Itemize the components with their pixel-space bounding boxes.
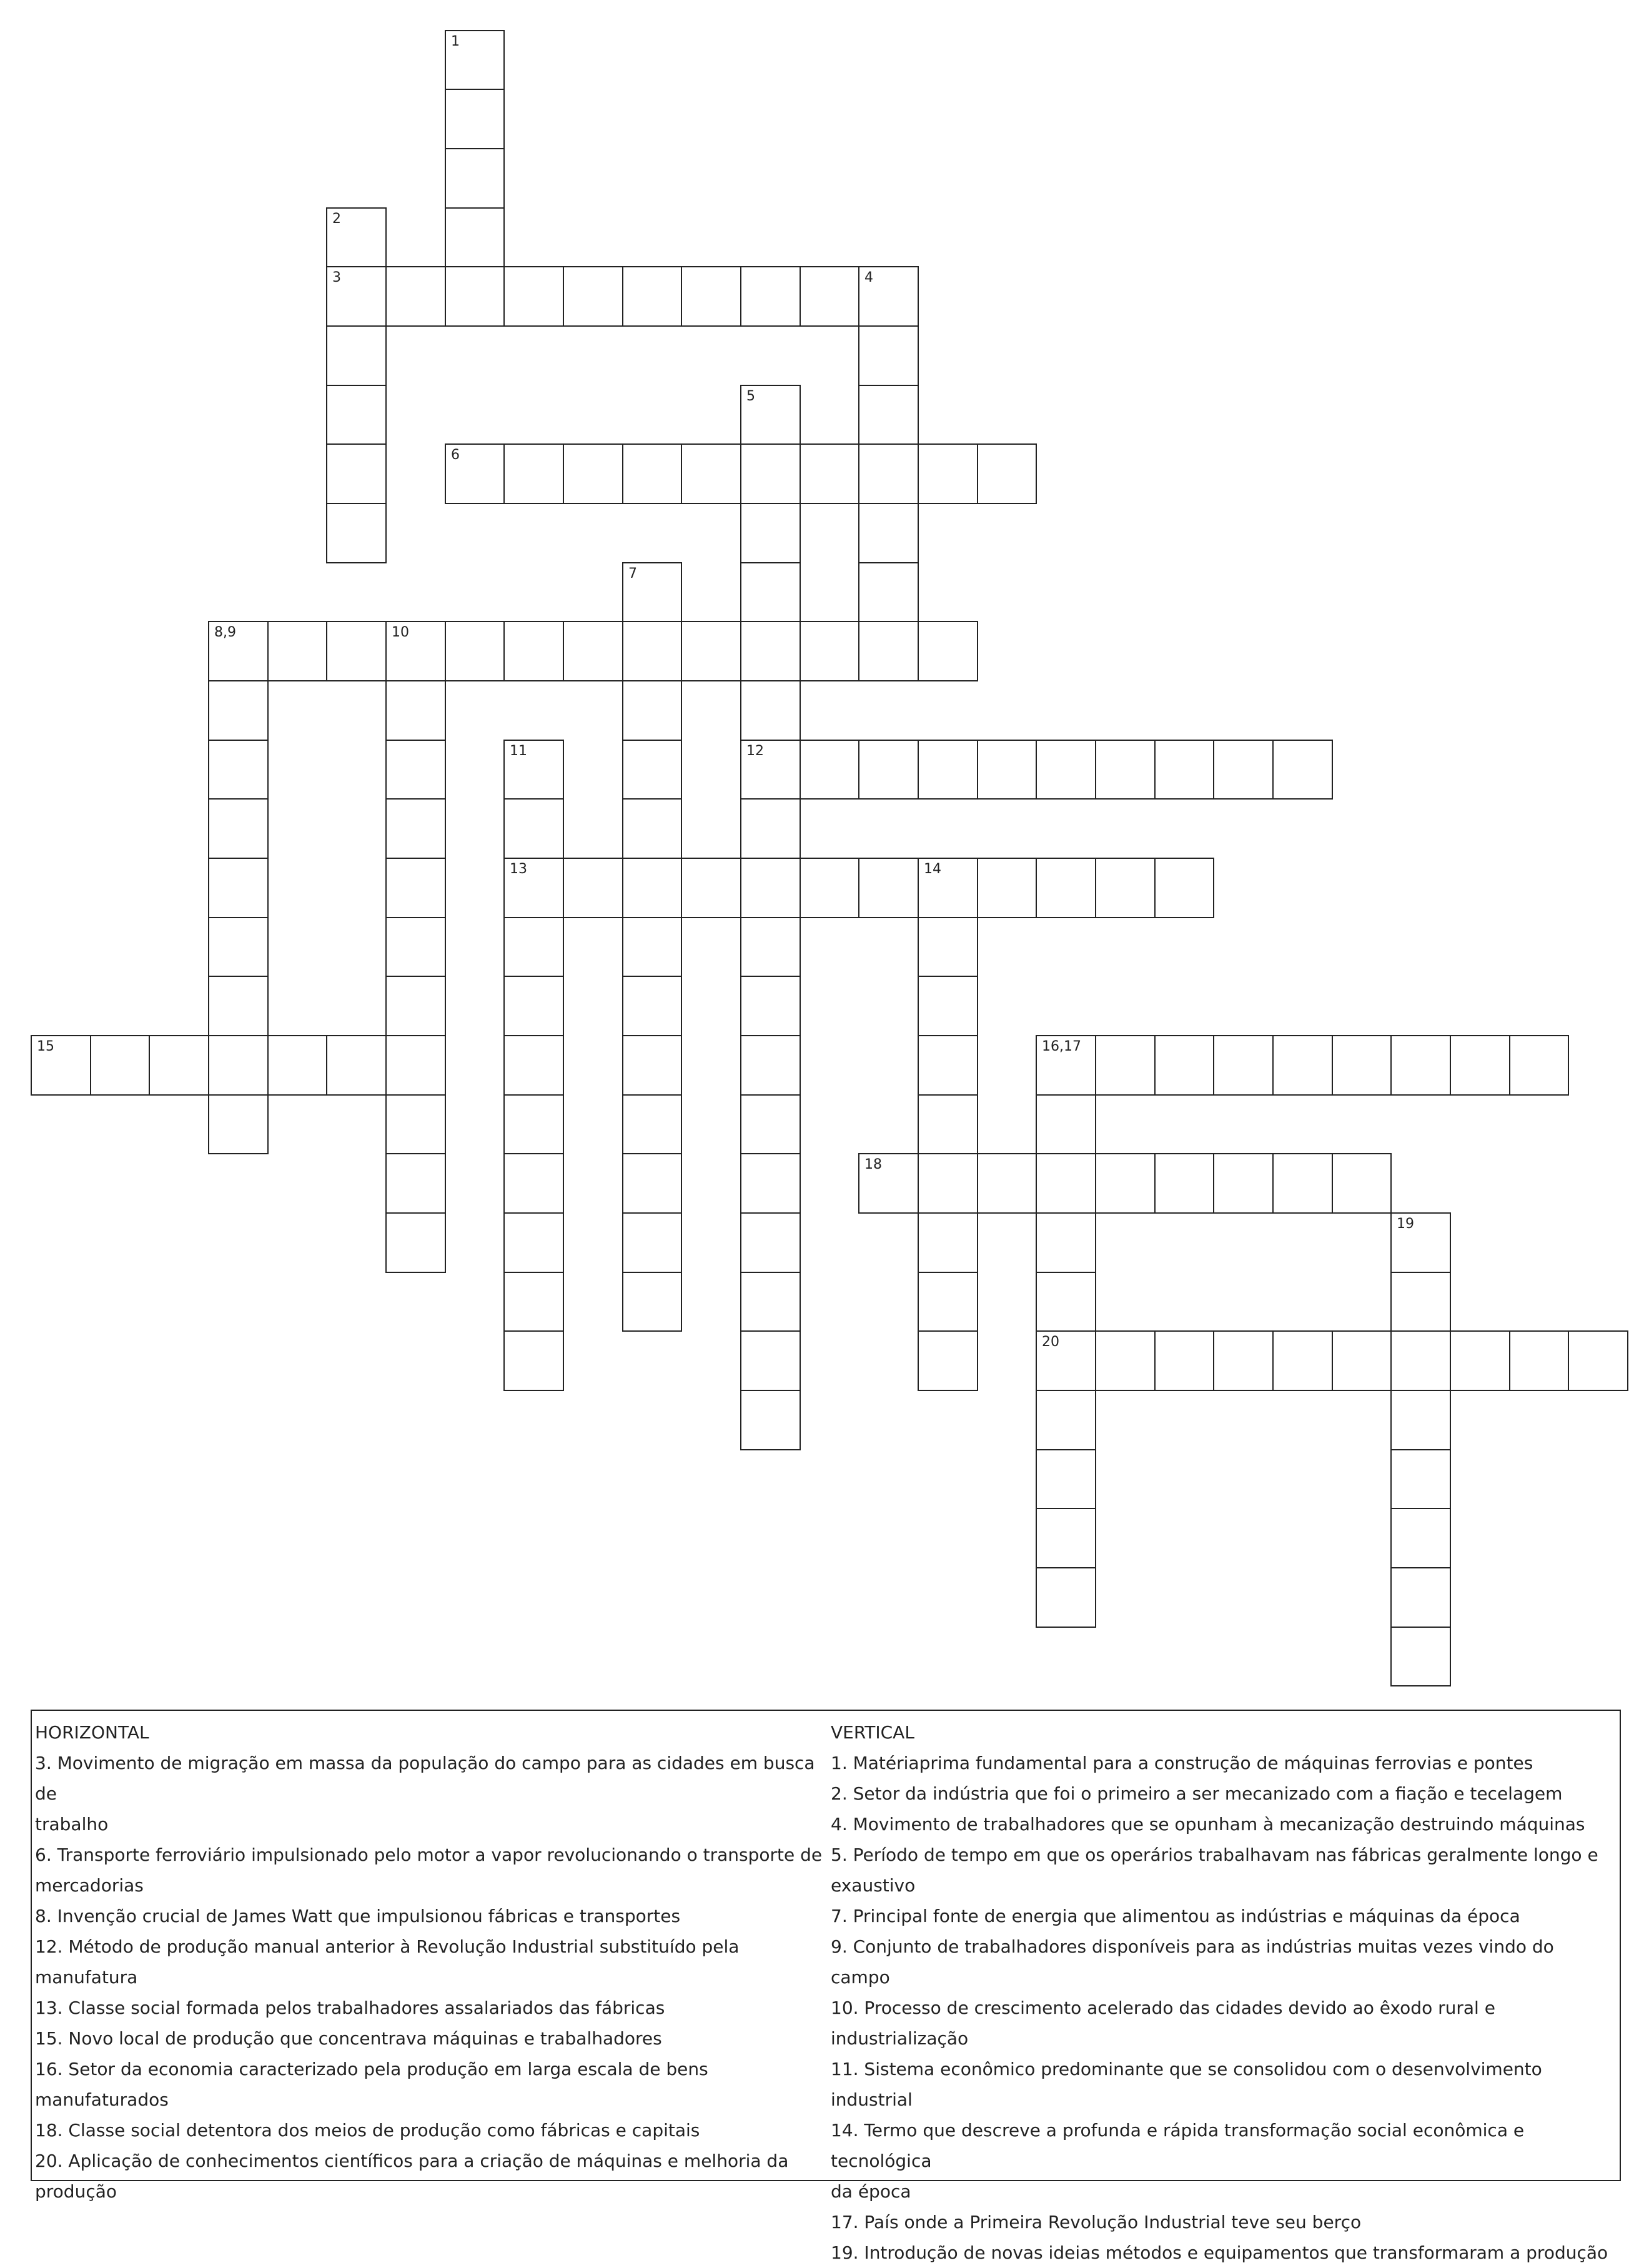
grid-cell[interactable] [208, 680, 269, 741]
grid-cell[interactable] [1036, 1330, 1096, 1391]
grid-cell[interactable] [1390, 1212, 1451, 1273]
grid-cell[interactable] [622, 917, 682, 977]
grid-cell[interactable] [1036, 740, 1096, 800]
grid-cell[interactable] [622, 680, 682, 741]
grid-cell[interactable] [445, 207, 505, 267]
grid-cell[interactable] [977, 1153, 1037, 1214]
grid-cell[interactable] [977, 740, 1037, 800]
clue-line: 18. Classe social detentora dos meios de produção como fábricas e capitais [35, 2120, 700, 2141]
grid-cell[interactable] [445, 148, 505, 209]
clue-line: 17. País onde a Primeira Revolução Industrial teve seu berço [831, 2212, 1362, 2232]
clue-line: 10. Processo de crescimento acelerado das cidades devido ao êxodo rural e industrialização [831, 1998, 1495, 2049]
clue-line: 12. Método de produção manual anterior à Revolução Industrial substituído pela manufatura [35, 1936, 740, 1988]
clue-line: 2. Setor da indústria que foi o primeiro a ser mecanizado com a fiação e tecelagem [831, 1783, 1563, 1804]
grid-cell[interactable] [740, 1094, 801, 1154]
grid-cell[interactable] [622, 443, 682, 504]
clue-number: 2 [332, 211, 341, 227]
clue-line: 8. Invenção crucial de James Watt que impulsionou fábricas e transportes [35, 1906, 681, 1926]
grid-cell[interactable] [326, 503, 387, 563]
grid-cell[interactable] [858, 503, 919, 563]
clue-line: 7. Principal fonte de energia que alimentou as indústrias e máquinas da época [831, 1906, 1520, 1926]
grid-cell[interactable] [1272, 1035, 1333, 1096]
grid-cell[interactable] [622, 976, 682, 1036]
grid-cell[interactable] [740, 443, 801, 504]
grid-cell[interactable] [740, 1390, 801, 1450]
grid-cell[interactable] [385, 1153, 446, 1214]
vertical-clues [831, 1717, 1618, 2268]
grid-cell[interactable] [918, 740, 978, 800]
grid-cell[interactable] [208, 740, 269, 800]
grid-cell[interactable] [385, 621, 446, 681]
clue-line: 3. Movimento de migração em massa da população do campo para as cidades em busca de [35, 1753, 815, 1804]
grid-cell[interactable] [1213, 1035, 1274, 1096]
grid-cell[interactable] [858, 385, 919, 445]
grid-cell[interactable] [800, 740, 859, 800]
vertical-title: VERTICAL [831, 1722, 914, 1743]
grid-cell[interactable] [622, 858, 682, 918]
grid-cell[interactable] [563, 621, 623, 681]
grid-cell[interactable] [740, 385, 801, 445]
grid-cell[interactable] [385, 917, 446, 977]
grid-cell[interactable] [918, 1272, 978, 1332]
grid-cell[interactable] [1213, 1330, 1274, 1391]
grid-cell[interactable] [1095, 1035, 1156, 1096]
grid-cell[interactable] [1154, 858, 1214, 918]
grid-cell[interactable] [622, 621, 682, 681]
clue-number: 20 [1042, 1334, 1059, 1350]
grid-cell[interactable] [1390, 1330, 1451, 1391]
grid-cell[interactable] [503, 443, 564, 504]
grid-cell[interactable] [90, 1035, 150, 1096]
clue-line: da época [831, 2181, 911, 2202]
grid-cell[interactable] [977, 858, 1037, 918]
grid-cell[interactable] [1509, 1035, 1569, 1096]
clue-number: 19 [1397, 1216, 1414, 1232]
grid-cell[interactable] [503, 1094, 564, 1154]
grid-cell[interactable] [1390, 1449, 1451, 1509]
grid-cell[interactable] [31, 1035, 91, 1096]
clue-line: mercadorias [35, 1875, 144, 1896]
grid-cell[interactable] [681, 621, 741, 681]
grid-cell[interactable] [503, 1035, 564, 1096]
grid-cell[interactable] [740, 1153, 801, 1214]
grid-cell[interactable] [1213, 740, 1274, 800]
grid-cell[interactable] [800, 266, 859, 327]
clue-number: 5 [746, 389, 755, 404]
grid-cell[interactable] [385, 1035, 446, 1096]
grid-cell[interactable] [681, 858, 741, 918]
clue-number: 3 [332, 270, 341, 285]
grid-cell[interactable] [740, 503, 801, 563]
grid-cell[interactable] [1332, 1035, 1392, 1096]
clue-line: 16. Setor da economia caracterizado pela produção em larga escala de bens manufaturados [35, 2059, 708, 2110]
grid-cell[interactable] [740, 621, 801, 681]
grid-cell[interactable] [1154, 1035, 1214, 1096]
grid-cell[interactable] [918, 1035, 978, 1096]
clue-number: 18 [864, 1157, 882, 1172]
grid-cell[interactable] [622, 562, 682, 622]
grid-cell[interactable] [326, 325, 387, 386]
grid-cell[interactable] [445, 89, 505, 149]
clue-line: 15. Novo local de produção que concentrava máquinas e trabalhadores [35, 2028, 662, 2049]
clue-line: 1. Matériaprima fundamental para a construção de máquinas ferrovias e pontes [831, 1753, 1533, 1773]
grid-cell[interactable] [740, 976, 801, 1036]
grid-cell[interactable] [1154, 1330, 1214, 1391]
grid-cell[interactable] [503, 266, 564, 327]
horizontal-title: HORIZONTAL [35, 1722, 149, 1743]
grid-cell[interactable] [208, 858, 269, 918]
grid-cell[interactable] [1036, 1567, 1096, 1628]
grid-cell[interactable] [858, 266, 919, 327]
clue-line: 19. Introdução de novas ideias métodos e equipamentos que transformaram a produção [831, 2242, 1608, 2263]
grid-cell[interactable] [622, 1094, 682, 1154]
grid-cell[interactable] [1036, 858, 1096, 918]
grid-cell[interactable] [858, 325, 919, 386]
grid-cell[interactable] [208, 917, 269, 977]
clue-number: 13 [510, 861, 527, 877]
grid-cell[interactable] [1390, 1508, 1451, 1568]
grid-cell[interactable] [740, 1212, 801, 1273]
grid-cell[interactable] [1390, 1035, 1451, 1096]
grid-cell[interactable] [918, 858, 978, 918]
grid-cell[interactable] [740, 1272, 801, 1332]
grid-cell[interactable] [1036, 1094, 1096, 1154]
grid-cell[interactable] [208, 1094, 269, 1154]
grid-cell[interactable] [1036, 1212, 1096, 1273]
grid-cell[interactable] [740, 798, 801, 859]
grid-cell[interactable] [326, 385, 387, 445]
grid-cell[interactable] [208, 1035, 269, 1096]
grid-cell[interactable] [563, 858, 623, 918]
grid-cell[interactable] [1332, 1330, 1392, 1391]
grid-cell[interactable] [858, 1153, 919, 1214]
grid-cell[interactable] [622, 740, 682, 800]
grid-cell[interactable] [1272, 1330, 1333, 1391]
grid-cell[interactable] [918, 917, 978, 977]
grid-cell[interactable] [503, 1212, 564, 1273]
grid-cell[interactable] [1036, 1508, 1096, 1568]
clue-number: 11 [510, 743, 527, 759]
grid-cell[interactable] [918, 1153, 978, 1214]
grid-cell[interactable] [563, 266, 623, 327]
grid-cell[interactable] [740, 562, 801, 622]
grid-cell[interactable] [445, 443, 505, 504]
grid-cell[interactable] [267, 1035, 327, 1096]
grid-cell[interactable] [503, 858, 564, 918]
clue-number: 15 [37, 1039, 54, 1054]
clue-line: 11. Sistema econômico predominante que se consolidou com o desenvolvimento industrial [831, 2059, 1542, 2110]
grid-cell[interactable] [1390, 1627, 1451, 1686]
grid-cell[interactable] [385, 1094, 446, 1154]
grid-cell[interactable] [326, 266, 387, 327]
grid-cell[interactable] [563, 443, 623, 504]
grid-cell[interactable] [622, 266, 682, 327]
grid-cell[interactable] [385, 1212, 446, 1273]
grid-cell[interactable] [385, 858, 446, 918]
grid-cell[interactable] [1036, 1390, 1096, 1450]
grid-cell[interactable] [326, 621, 387, 681]
clue-number: 16,17 [1042, 1039, 1081, 1054]
clue-number: 7 [628, 566, 637, 582]
grid-cell[interactable] [445, 30, 505, 90]
grid-cell[interactable] [1272, 740, 1333, 800]
grid-cell[interactable] [681, 266, 741, 327]
grid-cell[interactable] [1568, 1330, 1628, 1391]
grid-cell[interactable] [149, 1035, 209, 1096]
grid-cell[interactable] [1213, 1153, 1274, 1214]
clue-number: 12 [746, 743, 764, 759]
grid-cell[interactable] [503, 621, 564, 681]
grid-cell[interactable] [1390, 1567, 1451, 1628]
grid-cell[interactable] [1036, 1272, 1096, 1332]
grid-cell[interactable] [740, 1330, 801, 1391]
grid-cell[interactable] [977, 443, 1037, 504]
grid-cell[interactable] [503, 740, 564, 800]
grid-cell[interactable] [1095, 1153, 1156, 1214]
horizontal-clues [35, 1717, 828, 2207]
grid-cell[interactable] [1272, 1153, 1333, 1214]
grid-cell[interactable] [503, 798, 564, 859]
clue-line: exaustivo [831, 1875, 916, 1896]
clue-line: 4. Movimento de trabalhadores que se opunham à mecanização destruindo máquinas [831, 1814, 1585, 1835]
grid-cell[interactable] [858, 562, 919, 622]
grid-cell[interactable] [1154, 1153, 1214, 1214]
grid-cell[interactable] [503, 917, 564, 977]
grid-cell[interactable] [503, 1153, 564, 1214]
grid-cell[interactable] [740, 680, 801, 741]
grid-cell[interactable] [445, 621, 505, 681]
grid-cell[interactable] [858, 740, 919, 800]
grid-cell[interactable] [1390, 1272, 1451, 1332]
grid-cell[interactable] [1390, 1390, 1451, 1450]
clue-line: 13. Classe social formada pelos trabalhadores assalariados das fábricas [35, 1998, 665, 2018]
clue-line: 14. Termo que descreve a profunda e rápida transformação social econômica e tecnológica [831, 2120, 1525, 2171]
clue-number: 8,9 [214, 625, 236, 640]
grid-cell[interactable] [445, 266, 505, 327]
grid-cell[interactable] [858, 621, 919, 681]
grid-cell[interactable] [1332, 1153, 1392, 1214]
grid-cell[interactable] [385, 798, 446, 859]
grid-cell[interactable] [918, 1094, 978, 1154]
grid-cell[interactable] [622, 798, 682, 859]
grid-cell[interactable] [800, 443, 859, 504]
grid-cell[interactable] [385, 740, 446, 800]
grid-cell[interactable] [1509, 1330, 1569, 1391]
grid-cell[interactable] [267, 621, 327, 681]
grid-cell[interactable] [918, 1212, 978, 1273]
grid-cell[interactable] [622, 1153, 682, 1214]
grid-cell[interactable] [800, 621, 859, 681]
grid-cell[interactable] [1095, 740, 1156, 800]
grid-cell[interactable] [1450, 1330, 1510, 1391]
grid-cell[interactable] [918, 1330, 978, 1391]
grid-cell[interactable] [622, 1212, 682, 1273]
clue-number: 1 [451, 34, 460, 49]
grid-cell[interactable] [385, 976, 446, 1036]
grid-cell[interactable] [326, 443, 387, 504]
grid-cell[interactable] [326, 1035, 387, 1096]
clue-line: produção [35, 2181, 117, 2202]
grid-cell[interactable] [1095, 858, 1156, 918]
grid-cell[interactable] [622, 1035, 682, 1096]
grid-cell[interactable] [918, 976, 978, 1036]
grid-cell[interactable] [208, 976, 269, 1036]
grid-cell[interactable] [385, 680, 446, 741]
grid-cell[interactable] [858, 443, 919, 504]
grid-cell[interactable] [858, 858, 919, 918]
grid-cell[interactable] [740, 858, 801, 918]
clue-line: trabalho [35, 1814, 109, 1835]
grid-cell[interactable] [208, 621, 269, 681]
grid-cell[interactable] [208, 798, 269, 859]
clue-number: 4 [864, 270, 873, 285]
grid-cell[interactable] [1095, 1330, 1156, 1391]
grid-cell[interactable] [326, 207, 387, 267]
grid-cell[interactable] [918, 443, 978, 504]
grid-cell[interactable] [740, 740, 801, 800]
grid-cell[interactable] [503, 1272, 564, 1332]
clue-number: 10 [392, 625, 409, 640]
grid-cell[interactable] [503, 1330, 564, 1391]
grid-cell[interactable] [740, 1035, 801, 1096]
clue-line: 20. Aplicação de conhecimentos científicos para a criação de máquinas e melhoria da [35, 2151, 789, 2171]
grid-cell[interactable] [918, 621, 978, 681]
clue-number: 6 [451, 447, 460, 463]
grid-cell[interactable] [800, 858, 859, 918]
grid-cell[interactable] [503, 976, 564, 1036]
grid-cell[interactable] [1036, 1153, 1096, 1214]
clue-line: 9. Conjunto de trabalhadores disponíveis para as indústrias muitas vezes vindo do campo [831, 1936, 1554, 1988]
clue-line: 5. Período de tempo em que os operários trabalhavam nas fábricas geralmente longo e [831, 1845, 1598, 1865]
grid-cell[interactable] [1154, 740, 1214, 800]
grid-cell[interactable] [740, 917, 801, 977]
grid-cell[interactable] [385, 266, 446, 327]
grid-cell[interactable] [622, 1272, 682, 1332]
grid-cell[interactable] [681, 443, 741, 504]
grid-cell[interactable] [1036, 1035, 1096, 1096]
grid-cell[interactable] [1036, 1449, 1096, 1509]
grid-cell[interactable] [740, 266, 801, 327]
grid-cell[interactable] [1450, 1035, 1510, 1096]
clue-number: 14 [924, 861, 941, 877]
clue-line: 6. Transporte ferroviário impulsionado pelo motor a vapor revolucionando o transporte de [35, 1845, 823, 1865]
clues-panel [31, 1710, 1621, 2263]
